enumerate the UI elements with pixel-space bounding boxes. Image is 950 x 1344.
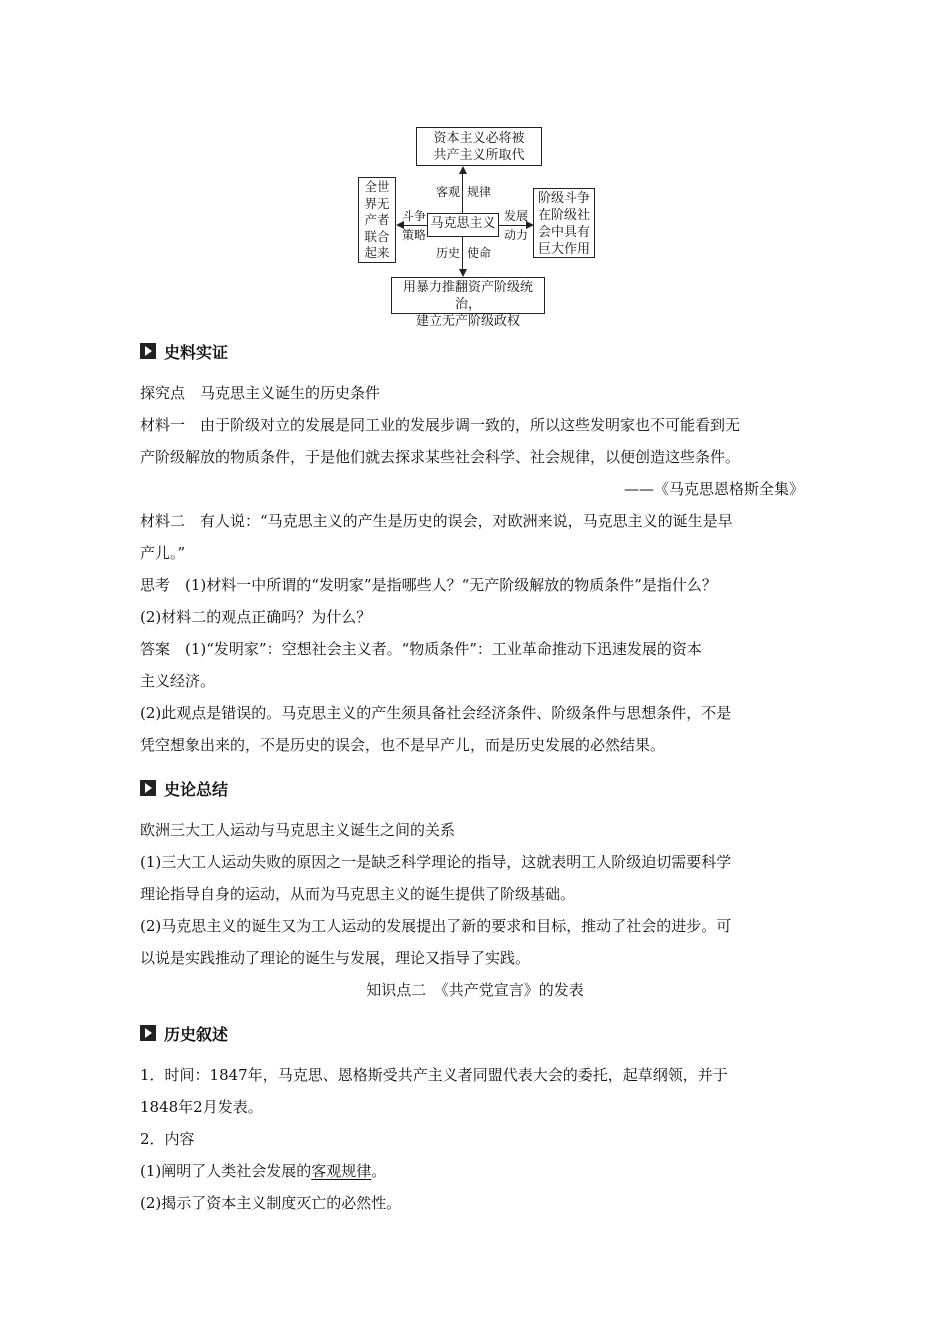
diagram-bottom-line-2: 建立无产阶级政权 <box>415 314 520 329</box>
answer-line3: (2)此观点是错误的。马克思主义的产生须具备社会经济条件、阶级条件与思想条件，不是 <box>140 704 732 722</box>
section-heading-label: 史料实证 <box>164 342 229 362</box>
diagram-right-line-1: 阶级斗争 <box>537 191 590 206</box>
sub1-suffix: 。 <box>371 1162 387 1180</box>
connector-left <box>402 225 427 226</box>
diagram-right-line-3: 会中具有 <box>537 225 590 240</box>
play-triangle-icon <box>140 1025 156 1041</box>
label-bottom-right: 使命 <box>467 246 492 260</box>
summary-p2-line1: (2)马克思主义的诞生又为工人运动的发展提出了新的要求和目标，推动了社会的进步。可 <box>140 917 732 935</box>
diagram-bottom-line-1: 用暴力推翻资产阶级统治， <box>402 280 533 312</box>
label-left-bottom: 策略 <box>402 228 427 242</box>
arrow-up-icon <box>459 166 467 174</box>
sub1-underlined-term: 客观规律 <box>311 1162 372 1180</box>
material1-source: ——《马克思恩格斯全集》 <box>623 480 804 498</box>
label-left-top: 斗争 <box>402 209 427 223</box>
diagram-right-line-4: 巨大作用 <box>537 242 590 257</box>
explore-point: 探究点 马克思主义诞生的历史条件 <box>140 384 381 402</box>
diagram-center-box <box>427 213 499 237</box>
diagram-left-line-3: 产者 <box>364 212 390 227</box>
connector-right <box>499 225 527 226</box>
section-heading-label: 史论总结 <box>164 779 229 799</box>
item1-line2: 1848年2月发表。 <box>140 1098 263 1116</box>
diagram-left-line-2: 界无 <box>364 195 390 211</box>
summary-title: 欧洲三大工人运动与马克思主义诞生之间的关系 <box>140 821 456 839</box>
diagram-bottom-box <box>391 277 545 329</box>
label-top-right: 规律 <box>467 185 492 199</box>
diagram-right-line-2: 在阶级社 <box>537 208 590 223</box>
diagram-center-label: 马克思主义 <box>430 216 496 231</box>
diagram-top-line-1: 资本主义必将被 <box>433 131 525 146</box>
diagram-left-line-5: 起来 <box>364 245 390 260</box>
play-triangle-icon <box>140 343 156 359</box>
sub1-prefix: (1)阐明了人类社会发展的 <box>140 1162 312 1180</box>
section-heading-evidence <box>140 339 228 363</box>
diagram-right-box <box>533 188 595 258</box>
label-bottom-left: 历史 <box>436 246 461 260</box>
section-heading-label: 历史叙述 <box>164 1024 229 1044</box>
summary-p2-line2: 以说是实践推动了理论的诞生与发展，理论又指导了实践。 <box>140 949 531 967</box>
item1-line1: 1．时间：1847年，马克思、恩格斯受共产主义者同盟代表大会的委托，起草纲领，并于 <box>140 1066 728 1084</box>
item2-heading: 2．内容 <box>140 1130 195 1148</box>
think-line2: (2)材料二的观点正确吗？为什么？ <box>140 608 372 626</box>
arrow-down-icon <box>459 269 467 277</box>
diagram-top-line-2: 共产主义所取代 <box>433 148 525 163</box>
think-line1: 思考 (1)材料一中所谓的“发明家”是指哪些人？“无产阶级解放的物质条件”是指什么？ <box>140 576 717 594</box>
material2-line1: 材料二 有人说：“马克思主义的产生是历史的误会，对欧洲来说，马克思主义的诞生是早 <box>140 512 733 530</box>
concept-diagram <box>0 0 950 330</box>
answer-line1: 答案 (1)“发明家”：空想社会主义者。“物质条件”：工业革命推动下迅速发展的资本 <box>140 640 702 658</box>
connector-down <box>462 237 463 270</box>
label-right-top: 发展 <box>504 209 529 223</box>
summary-p1-line1: (1)三大工人运动失败的原因之一是缺乏科学理论的指导，这就表明工人阶级迫切需要科学 <box>140 853 732 871</box>
answer-line2: 主义经济。 <box>140 672 216 690</box>
summary-p1-line2: 理论指导自身的运动，从而为马克思主义的诞生提供了阶级基础。 <box>140 885 576 903</box>
section-heading-summary <box>140 776 228 800</box>
material1-line1: 材料一 由于阶级对立的发展是同工业的发展步调一致的，所以这些发明家也不可能看到无 <box>140 416 741 434</box>
diagram-left-line-4: 联合 <box>364 228 390 244</box>
material1-line2: 产阶级解放的物质条件，于是他们就去探求某些社会科学、社会规律，以便创造这些条件。 <box>140 448 741 466</box>
material2-line2: 产儿。” <box>140 544 186 562</box>
item2-sub1 <box>140 1155 810 1187</box>
answer-line4: 凭空想象出来的，不是历史的误会，也不是早产儿，而是历史发展的必然结果。 <box>140 736 666 754</box>
diagram-left-box <box>358 177 396 263</box>
label-top-left: 客观 <box>436 185 461 199</box>
play-triangle-icon <box>140 780 156 796</box>
section-heading-narrative <box>140 1021 228 1045</box>
label-right-bottom: 动力 <box>504 228 529 242</box>
diagram-top-box <box>416 127 542 166</box>
item2-sub2: (2)揭示了资本主义制度灭亡的必然性。 <box>140 1194 402 1212</box>
diagram-left-line-1: 全世 <box>364 179 390 194</box>
knowledge-point-title: 知识点二 《共产党宣言》的发表 <box>366 981 584 999</box>
connector-up <box>462 172 463 213</box>
